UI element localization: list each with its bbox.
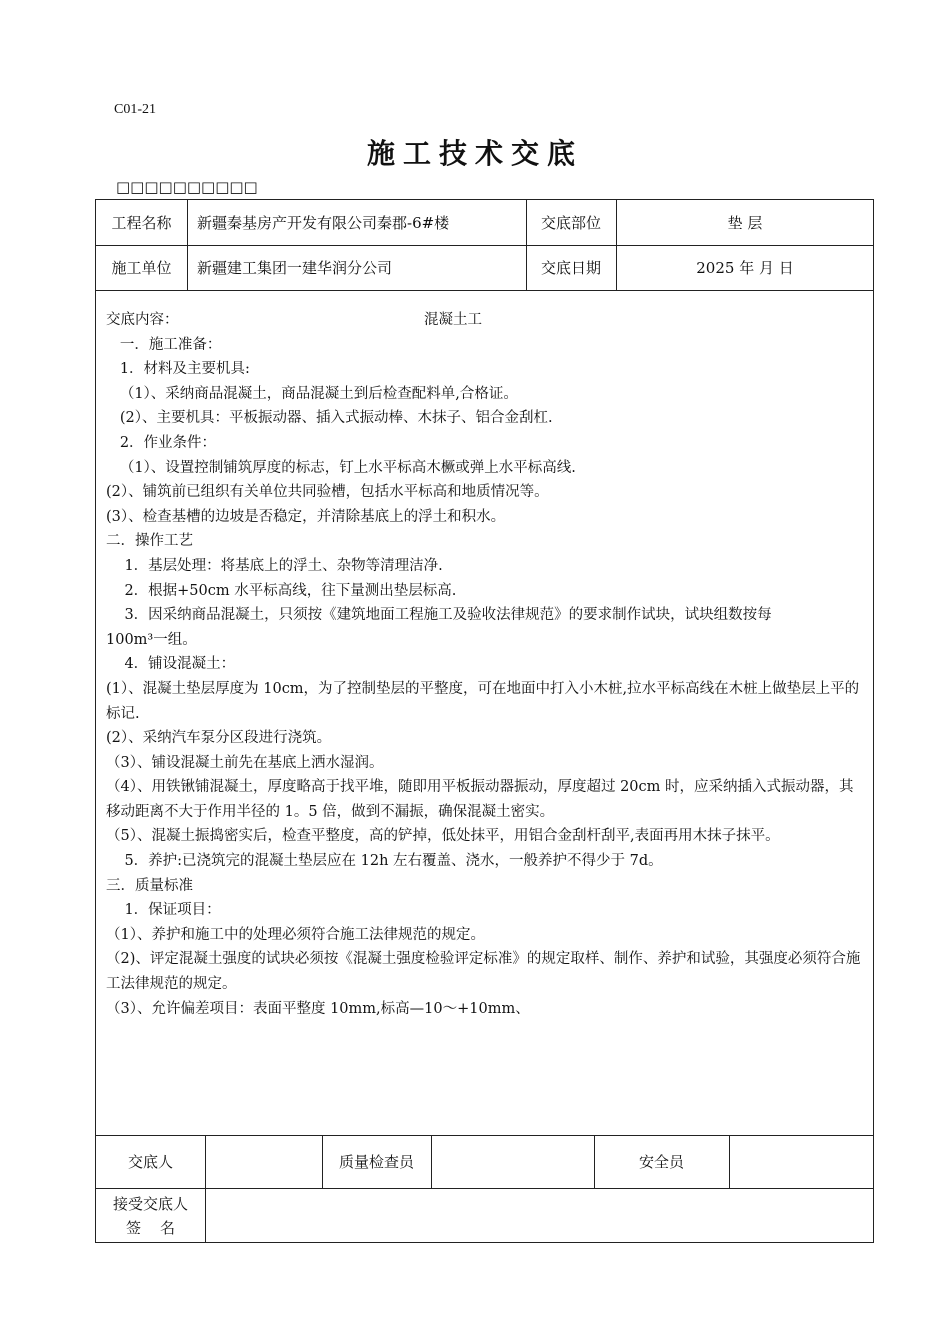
- content-line: 一．施工准备：: [106, 336, 222, 353]
- content-line: (3）、检查基槽的边坡是否稳定，并清除基底上的浮土和积水。: [106, 508, 506, 525]
- content-line: (2）、采纳汽车泵分区段进行浇筑。: [106, 730, 332, 747]
- date-label: 交底日期: [540, 259, 601, 277]
- safety-value[interactable]: [729, 1135, 874, 1188]
- receiver-label-line-2: 签 名: [125, 1218, 176, 1237]
- content-lines: [106, 333, 864, 1022]
- inspector-label: 质量检查员: [338, 1153, 414, 1171]
- project-name-label: 工程名称: [111, 214, 172, 232]
- content-line: （3）、允许偏差项目：表面平整度 10mm,标高—10～+10mm、: [106, 1000, 530, 1017]
- content-line: （3）、铺设混凝土前先在基底上洒水湿润。: [106, 754, 384, 771]
- document-code: C01-21: [114, 102, 156, 117]
- content-line: 1．基层处理：将基底上的浮土、杂物等清理洁净.: [106, 557, 443, 574]
- content-line: 三．质量标准: [106, 877, 193, 894]
- receiver-label: [96, 1188, 205, 1243]
- garbled-subtitle: □□□□□□□□□□: [116, 178, 258, 196]
- content-line: （5）、混凝土振捣密实后，检查平整度，高的铲掉，低处抹平，用铝合金刮杆刮平,表面再用木抹子抹平。: [106, 828, 780, 845]
- unit-label: 施工单位: [111, 259, 172, 277]
- presenter-label: 交底人: [127, 1153, 173, 1171]
- inspector-value[interactable]: [431, 1135, 594, 1188]
- content-line: （1）、采纳商品混凝土，商品混凝土到后检查配料单,合格证。: [106, 385, 518, 402]
- content-line: 3．因采纳商品混凝土，只须按《建筑地面工程施工及验收法律规范》的要求制作试块，试块组数按每: [106, 607, 772, 624]
- content-line: 5．养护:已浇筑完的混凝土垫层应在 12h 左右覆盖、浇水，一般养护不得少于 7d。: [106, 853, 663, 870]
- receiver-label-line-1: 接受交底人: [112, 1194, 188, 1213]
- content-line: (1）、混凝土垫层厚度为 10cm，为了控制垫层的平整度，可在地面中打入小木桩,拉水平标高线在木桩上做垫层上平的标记.: [106, 680, 860, 722]
- project-name-value: 新疆秦基房产开发有限公司秦郡-6#楼: [197, 214, 450, 232]
- content-line: 1．材料及主要机具:: [106, 361, 250, 378]
- content-line: 2．作业条件：: [106, 434, 217, 451]
- form-table: [95, 199, 874, 1243]
- content-line: 4．铺设混凝土：: [106, 656, 236, 673]
- content-line: 1．保证项目：: [106, 902, 221, 919]
- content-line: （1）、设置控制铺筑厚度的标志，钉上水平标高木橛或弹上水平标高线.: [106, 459, 576, 476]
- safety-label: 安全员: [638, 1153, 684, 1171]
- document-title: 施工技术交底: [366, 137, 583, 170]
- col-divider: [187, 200, 188, 290]
- date-value: 2025 年 月 日: [696, 259, 794, 277]
- content-line: (2）、主要机具：平板振动器、插入式振动棒、木抹子、铝合金刮杠.: [106, 410, 553, 427]
- content-section: [106, 308, 864, 1021]
- content-line: 2．根据+50cm 水平标高线，往下量测出垫层标高.: [106, 582, 457, 599]
- content-header: [106, 308, 864, 333]
- row-divider: [96, 290, 873, 291]
- content-line: （1）、养护和施工中的处理必须符合施工法律规范的规定。: [106, 926, 485, 943]
- content-line: （4）、用铁锹铺混凝土，厚度略高于找平堆，随即用平板振动器振动，厚度超过 20cm 时，应采纳插入式振动器，其移动距离不大于作用半径的 1。5 倍，做到不漏振，确保混凝土密实。: [106, 779, 854, 820]
- unit-value: 新疆建工集团一建华润分公司: [197, 259, 393, 277]
- receiver-signature[interactable]: [205, 1188, 874, 1243]
- part-value: 垫 层: [727, 214, 763, 232]
- part-label: 交底部位: [540, 214, 601, 232]
- presenter-value[interactable]: [205, 1135, 322, 1188]
- content-label: 交底内容：: [106, 312, 179, 328]
- content-line: (2）、铺筑前已组织有关单位共同验槽，包括水平标高和地质情况等。: [106, 484, 549, 501]
- content-line: 二．操作工艺: [106, 533, 193, 550]
- content-line: （2)、评定混凝土强度的试块必须按《混凝土强度检验评定标准》的规定取样、制作、养护和试验，其强度必须符合施工法律规范的规定。: [106, 951, 861, 993]
- content-subject: 混凝土工: [424, 312, 482, 328]
- content-line: 100m³一组。: [106, 631, 197, 648]
